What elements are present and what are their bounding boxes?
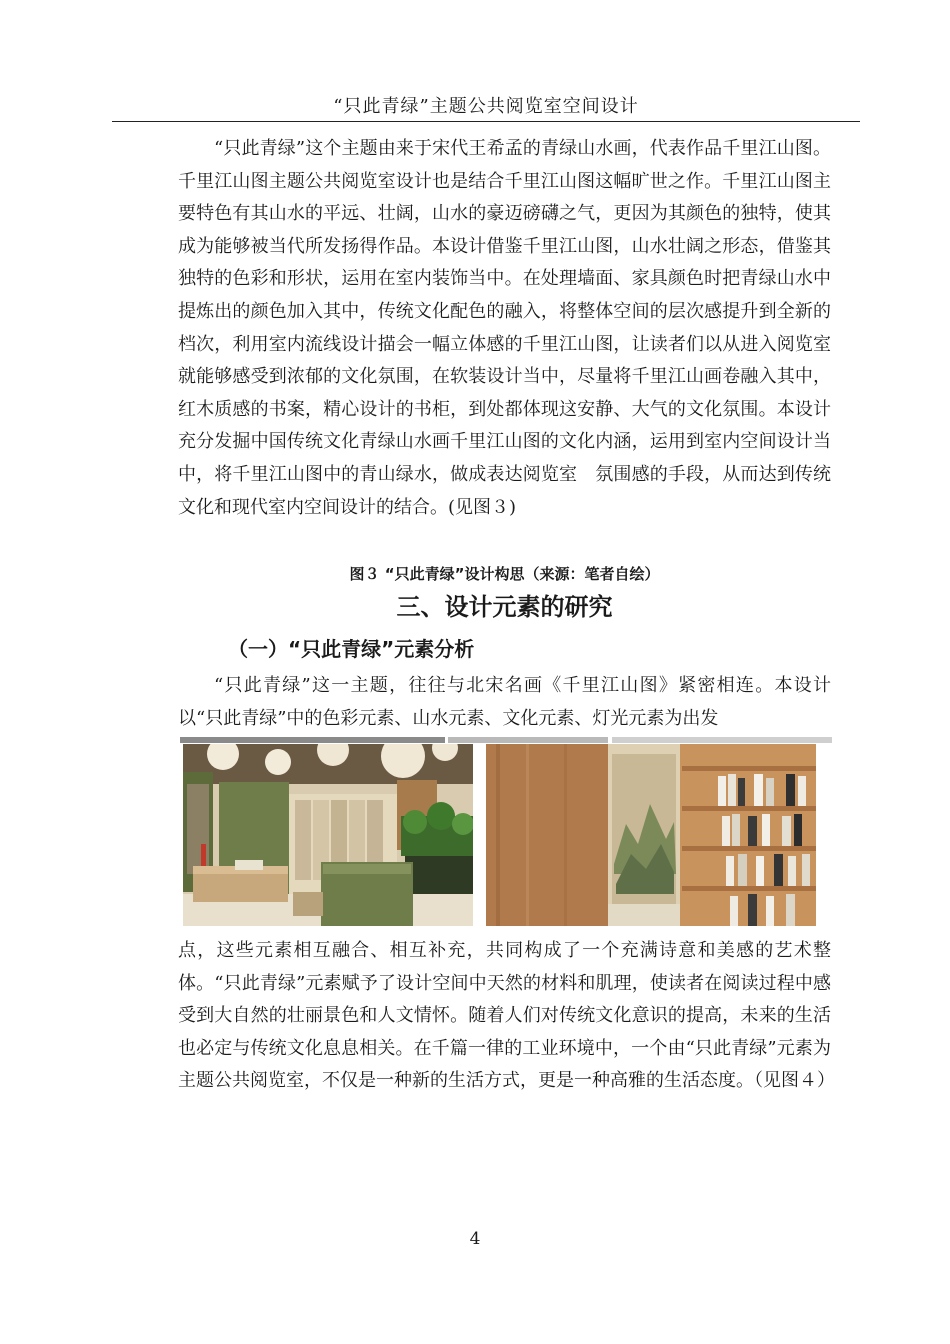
body-paragraph-1: “只此青绿”这个主题由来于宋代王希孟的青绿山水画，代表作品千里江山图。千里江山图主题公共阅览室设计也是结合千里江山图这幅旷世之作。千里江山图主要特色有其山水的平远、壮阔，山水的豪迈磅礴之气，更因为其颜色的独特，使其成为能够被当代所发扬得作品。本设计借鉴千里江山图，山水壮阔之形态，借鉴其独特的色彩和形状，运用在室内装饰当中。在处理墙面、家具颜色时把青绿山水中提炼出的颜色加入其中，传统文化配色的融入，将整体空间的层次感提升到全新的档次，利用室内流线设计描会一幅立体感的千里江山图，让读者们以从进入阅览室就能够感受到浓郁的文化氛围，在软装设计当中，尽量将千里江山画卷融入其中，红木质感的书案，精心设计的书柜，到处都体现这安静、大气的文化氛围。本设计充分发掘中国传统文化青绿山水画千里江山图的文化内涵，运用到室内空间设计当中，将千里江山图中的青山绿水，做成表达阅览室 氛围感的手段，从而达到传统文化和现代室内空间设计的结合。(见图３) [178, 138, 831, 518]
header-rule [112, 121, 860, 122]
running-header: “只此青绿”主题公共阅览室空间设计 [333, 96, 639, 117]
reading-room-photo [183, 744, 473, 926]
bookshelf-corridor-photo [486, 744, 816, 926]
figure-top-strip [180, 737, 832, 743]
page-number: 4 [469, 1229, 481, 1249]
strip-segment-light [612, 737, 832, 743]
body-paragraph-3: 点，这些元素相互融合、相互补充，共同构成了一个充满诗意和美感的艺术整体。“只此青绿”元素赋予了设计空间中天然的材料和肌理，使读者在阅读过程中感受到大自然的壮丽景色和人文情怀。随着人们对传统文化意识的提高，未来的生活也必定与传统文化息息相关。在千篇一律的工业环境中，一个由“只此青绿”元素为主题公共阅览室，不仅是一种新的生活方式，更是一种高雅的生活态度。（见图４） [178, 940, 835, 1092]
strip-segment-dark [180, 737, 445, 743]
body-paragraph-2: “只此青绿”这一主题，往往与北宋名画《千里江山图》紧密相连。本设计以“只此青绿”中的色彩元素、山水元素、文化元素、灯光元素为出发 [178, 675, 831, 729]
subsection-title: （一）“只此青绿”元素分析 [228, 637, 475, 661]
section-title: 三、设计元素的研究 [396, 593, 613, 621]
strip-segment-mid [448, 737, 608, 743]
figure-caption: 图３ “只此青绿”设计构思（来源：笔者自绘） [349, 565, 660, 583]
